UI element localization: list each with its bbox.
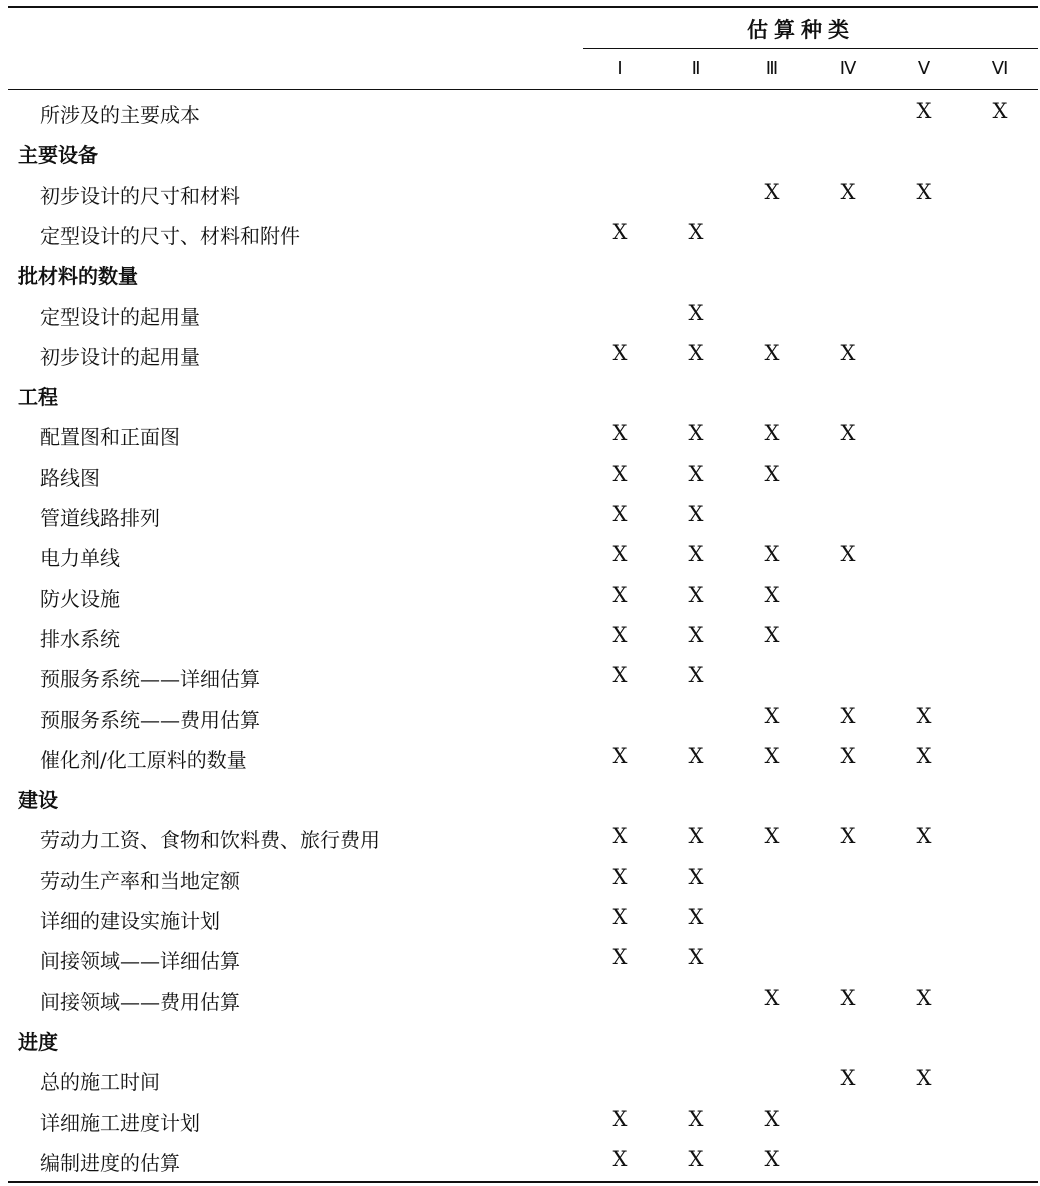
table-row bbox=[0, 575, 1040, 615]
row-label: 配置图和正面图 bbox=[40, 425, 180, 450]
section-row bbox=[0, 1018, 1040, 1058]
check-mark: X bbox=[612, 622, 628, 647]
row-label: 初步设计的起用量 bbox=[40, 344, 200, 369]
section-row bbox=[0, 776, 1040, 816]
check-mark: X bbox=[764, 1106, 780, 1131]
row-label: 初步设计的尺寸和材料 bbox=[40, 183, 240, 208]
table-row bbox=[0, 978, 1040, 1018]
table-top-rule bbox=[8, 6, 1038, 8]
check-mark: X bbox=[916, 99, 932, 123]
table-row bbox=[0, 897, 1040, 937]
check-mark: X bbox=[612, 1146, 628, 1171]
check-mark: X bbox=[688, 663, 704, 688]
table-row bbox=[0, 937, 1040, 977]
section-heading: 建设 bbox=[18, 788, 58, 813]
row-label: 劳动生产率和当地定额 bbox=[40, 868, 240, 893]
check-mark: X bbox=[612, 743, 628, 768]
row-label: 预服务系统——费用估算 bbox=[40, 707, 260, 732]
check-mark: X bbox=[612, 663, 628, 688]
check-mark: X bbox=[764, 542, 780, 567]
row-label: 路线图 bbox=[40, 465, 100, 490]
check-mark: X bbox=[612, 945, 628, 970]
section-row bbox=[0, 252, 1040, 292]
section-heading: 主要设备 bbox=[18, 143, 98, 168]
check-mark: X bbox=[612, 864, 628, 889]
check-mark: X bbox=[688, 219, 704, 244]
group-header-underline bbox=[583, 48, 1038, 49]
column-header-2: Ⅱ bbox=[691, 58, 701, 79]
table-row bbox=[0, 333, 1040, 373]
check-mark: X bbox=[688, 1106, 704, 1131]
table-row bbox=[0, 1139, 1040, 1179]
check-mark: X bbox=[612, 421, 628, 446]
table-row bbox=[0, 454, 1040, 494]
check-mark: X bbox=[916, 824, 932, 849]
check-mark: X bbox=[840, 1066, 856, 1091]
check-mark: X bbox=[916, 703, 932, 728]
check-mark: X bbox=[840, 824, 856, 849]
check-mark: X bbox=[992, 99, 1008, 123]
check-mark: X bbox=[612, 582, 628, 607]
check-mark: X bbox=[688, 542, 704, 567]
check-mark: X bbox=[688, 945, 704, 970]
check-mark: X bbox=[688, 864, 704, 889]
check-mark: X bbox=[764, 340, 780, 365]
check-mark: X bbox=[840, 179, 856, 204]
check-mark: X bbox=[764, 985, 780, 1010]
table-row bbox=[0, 696, 1040, 736]
check-mark: X bbox=[612, 905, 628, 929]
check-mark: X bbox=[612, 219, 628, 244]
table-row bbox=[0, 293, 1040, 333]
section-heading: 工程 bbox=[18, 385, 58, 410]
check-mark: X bbox=[916, 743, 932, 768]
check-mark: X bbox=[840, 340, 856, 365]
row-label: 排水系统 bbox=[40, 626, 120, 651]
table-row bbox=[0, 1099, 1040, 1139]
row-label: 防火设施 bbox=[40, 586, 120, 611]
row-label: 定型设计的尺寸、材料和附件 bbox=[40, 223, 300, 248]
row-label: 间接领域——详细估算 bbox=[40, 949, 240, 974]
table-row bbox=[0, 615, 1040, 655]
table-row bbox=[0, 1058, 1040, 1098]
table-row bbox=[0, 172, 1040, 212]
check-mark: X bbox=[764, 582, 780, 607]
check-mark: X bbox=[688, 743, 704, 768]
row-label: 定型设计的起用量 bbox=[40, 304, 200, 329]
check-mark: X bbox=[764, 622, 780, 647]
table-row bbox=[0, 413, 1040, 453]
header-bottom-rule bbox=[8, 89, 1038, 90]
check-mark: X bbox=[612, 542, 628, 567]
group-header: 估算种类 bbox=[747, 18, 855, 42]
check-mark: X bbox=[764, 421, 780, 446]
check-mark: X bbox=[840, 743, 856, 768]
check-mark: X bbox=[612, 340, 628, 365]
check-mark: X bbox=[688, 1146, 704, 1171]
check-mark: X bbox=[840, 421, 856, 446]
check-mark: X bbox=[688, 582, 704, 607]
table-row bbox=[0, 212, 1040, 252]
table-row bbox=[0, 816, 1040, 856]
row-label: 电力单线 bbox=[40, 546, 120, 571]
check-mark: X bbox=[612, 461, 628, 486]
table-row bbox=[0, 534, 1040, 574]
table-row bbox=[0, 736, 1040, 776]
column-header-5: Ⅴ bbox=[917, 58, 931, 79]
check-mark: X bbox=[612, 824, 628, 849]
row-label: 间接领域——费用估算 bbox=[40, 989, 240, 1014]
check-mark: X bbox=[916, 179, 932, 204]
row-label: 劳动力工资、食物和饮料费、旅行费用 bbox=[40, 828, 380, 853]
check-mark: X bbox=[612, 502, 628, 526]
table-row bbox=[0, 494, 1040, 534]
row-label: 管道线路排列 bbox=[40, 506, 160, 530]
check-mark: X bbox=[764, 461, 780, 486]
table-row bbox=[0, 91, 1040, 131]
row-label: 催化剂/化工原料的数量 bbox=[40, 747, 247, 772]
row-label: 总的施工时间 bbox=[40, 1070, 160, 1095]
row-label: 所涉及的主要成本 bbox=[40, 103, 200, 127]
check-mark: X bbox=[916, 985, 932, 1010]
row-label: 预服务系统——详细估算 bbox=[40, 667, 260, 692]
check-mark: X bbox=[840, 703, 856, 728]
table-row bbox=[0, 655, 1040, 695]
row-label: 详细施工进度计划 bbox=[40, 1110, 200, 1135]
check-mark: X bbox=[688, 300, 704, 325]
check-mark: X bbox=[688, 905, 704, 929]
check-mark: X bbox=[688, 340, 704, 365]
check-mark: X bbox=[612, 1106, 628, 1131]
check-mark: X bbox=[764, 743, 780, 768]
check-mark: X bbox=[764, 703, 780, 728]
column-header-6: Ⅵ bbox=[991, 58, 1009, 79]
row-label: 详细的建设实施计划 bbox=[40, 909, 220, 933]
column-header-1: Ⅰ bbox=[617, 58, 623, 79]
section-heading: 进度 bbox=[18, 1029, 58, 1054]
column-header-4: Ⅳ bbox=[839, 58, 857, 79]
column-header-3: Ⅲ bbox=[765, 58, 779, 79]
check-mark: X bbox=[764, 824, 780, 849]
table-bottom-rule bbox=[8, 1181, 1038, 1183]
check-mark: X bbox=[688, 461, 704, 486]
row-label: 编制进度的估算 bbox=[40, 1150, 180, 1175]
section-heading: 批材料的数量 bbox=[18, 264, 138, 289]
section-row bbox=[0, 373, 1040, 413]
check-mark: X bbox=[840, 542, 856, 567]
section-row bbox=[0, 131, 1040, 171]
check-mark: X bbox=[764, 179, 780, 204]
check-mark: X bbox=[688, 824, 704, 849]
check-mark: X bbox=[688, 622, 704, 647]
table-row bbox=[0, 857, 1040, 897]
check-mark: X bbox=[764, 1146, 780, 1171]
check-mark: X bbox=[916, 1066, 932, 1091]
check-mark: X bbox=[688, 421, 704, 446]
check-mark: X bbox=[840, 985, 856, 1010]
check-mark: X bbox=[688, 502, 704, 526]
